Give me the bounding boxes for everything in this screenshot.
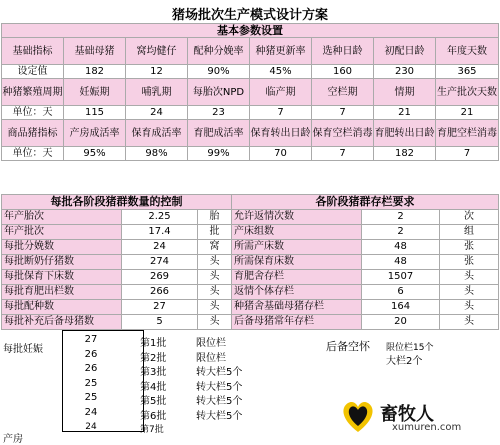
- right-row-label: 允许返情次数: [232, 210, 362, 225]
- left-section-header: 每批各阶段猪群数量的控制: [2, 195, 232, 210]
- right-row-value: 2: [362, 210, 440, 225]
- period-label-5: 空栏期: [312, 79, 374, 106]
- right-row-value: 48: [362, 240, 440, 255]
- logo-en: xumuren.com: [392, 422, 462, 433]
- left-row-value: 269: [122, 270, 198, 285]
- batch-name: 第6批: [140, 411, 167, 422]
- left-row-unit: 批: [198, 225, 232, 240]
- left-row-unit: 头: [198, 315, 232, 330]
- period-label-1: 妊娠期: [64, 79, 126, 106]
- right-row-label: 返情个体存栏: [232, 285, 362, 300]
- rate-value-4: 70: [250, 147, 312, 161]
- right-row-value: 6: [362, 285, 440, 300]
- batch-pen: 限位栏: [196, 352, 226, 364]
- right-row-unit: 头: [440, 300, 499, 315]
- right-row-unit: 头: [440, 315, 499, 330]
- rate-value-0: 单位：天: [2, 147, 64, 161]
- rate-value-1: 95%: [64, 147, 126, 161]
- section-row: [2, 300, 499, 315]
- batch-count: 24: [85, 421, 97, 432]
- period-value-7: 21: [436, 106, 499, 120]
- reserve-label: 后备空怀: [326, 340, 370, 353]
- batch-name: 第2批: [140, 352, 167, 364]
- section-row: [2, 270, 499, 285]
- right-row-unit: 张: [440, 255, 499, 270]
- right-row-label: 所需保育床数: [232, 255, 362, 270]
- left-row-unit: 头: [198, 285, 232, 300]
- period-value-1: 115: [64, 106, 126, 120]
- reserve-pens: 限位栏15个: [386, 343, 434, 353]
- logo-heart-icon: [338, 396, 378, 436]
- left-row-unit: 窝: [198, 240, 232, 255]
- left-row-label: 年产胎次: [2, 210, 122, 225]
- right-row-label: 产床组数: [232, 225, 362, 240]
- period-label-6: 情期: [374, 79, 436, 106]
- batch-count: 24: [84, 407, 98, 418]
- reserve-big-pens: 大栏2个: [386, 356, 423, 367]
- right-section-header: 各阶段猪群存栏要求: [232, 195, 499, 210]
- rate-value-5: 7: [312, 147, 374, 161]
- right-row-value: 2: [362, 225, 440, 240]
- section-row: [2, 285, 499, 300]
- rate-value-7: 7: [436, 147, 499, 161]
- basic-value-1: 182: [64, 65, 126, 79]
- period-value-4: 7: [250, 106, 312, 120]
- rate-label-7: 育肥空栏消毒: [436, 120, 499, 147]
- batch-pen: 转大栏5个: [196, 367, 243, 379]
- left-row-label: 每批补充后备母猪数: [2, 315, 122, 330]
- right-row-value: 48: [362, 255, 440, 270]
- rate-label-4: 保育转出日龄: [250, 120, 312, 147]
- period-value-6: 21: [374, 106, 436, 120]
- rate-value-6: 182: [374, 147, 436, 161]
- left-row-value: 5: [122, 315, 198, 330]
- period-value-5: 7: [312, 106, 374, 120]
- period-value-2: 24: [126, 106, 188, 120]
- left-row-label: 每批断奶仔猪数: [2, 255, 122, 270]
- basic-value-0: 设定值: [2, 65, 64, 79]
- basic-label-3: 配种分娩率: [188, 38, 250, 65]
- period-label-4: 临产期: [250, 79, 312, 106]
- basic-label-1: 基础母猪: [64, 38, 126, 65]
- batch-count: 26: [84, 348, 98, 360]
- rate-value-3: 99%: [188, 147, 250, 161]
- period-value-3: 23: [188, 106, 250, 120]
- section-row: [2, 225, 499, 240]
- batch-pen: 限位栏: [196, 338, 226, 349]
- left-row-label: 每批育肥出栏数: [2, 285, 122, 300]
- right-row-unit: 头: [440, 285, 499, 300]
- right-row-label: 育肥舍存栏: [232, 270, 362, 285]
- section-row: [2, 240, 499, 255]
- left-row-label: 每批配种数: [2, 300, 122, 315]
- basic-value-4: 45%: [250, 65, 312, 79]
- left-row-unit: 胎: [198, 210, 232, 225]
- right-row-value: 1507: [362, 270, 440, 285]
- left-row-unit: 头: [198, 255, 232, 270]
- document-title: 猪场批次生产模式设计方案: [171, 8, 328, 23]
- right-row-value: 20: [362, 315, 440, 330]
- left-row-value: 17.4: [122, 225, 198, 240]
- rate-label-2: 保育成活率: [126, 120, 188, 147]
- basic-label-7: 年度天数: [436, 38, 499, 65]
- batch-pen: 转大栏5个: [196, 396, 243, 408]
- right-row-unit: 头: [440, 270, 499, 285]
- rate-value-2: 98%: [126, 147, 188, 161]
- right-row-label: 种猪舍基础母猪存栏: [232, 300, 362, 315]
- basic-value-5: 160: [312, 65, 374, 79]
- left-row-value: 27: [122, 300, 198, 315]
- farrow-label: 产房: [3, 434, 23, 445]
- basic-header: 基本参数设置: [2, 24, 499, 38]
- period-label-3: 每胎次NPD: [188, 79, 250, 106]
- rate-label-6: 育肥转出日龄: [374, 120, 436, 147]
- right-row-value: 164: [362, 300, 440, 315]
- right-row-unit: 张: [440, 240, 499, 255]
- period-label-2: 哺乳期: [126, 79, 188, 106]
- rate-label-5: 保育空栏消毒: [312, 120, 374, 147]
- left-row-value: 266: [122, 285, 198, 300]
- pregnancy-label: 每批妊娠: [3, 344, 43, 355]
- left-row-label: 每批保育下床数: [2, 270, 122, 285]
- period-value-0: 单位：天: [2, 106, 64, 120]
- batch-pen: 转大栏5个: [196, 411, 243, 422]
- batch-count: 25: [84, 377, 98, 389]
- batch-count: 25: [84, 392, 98, 404]
- rate-label-0: 商品猪指标: [2, 120, 64, 147]
- basic-value-7: 365: [436, 65, 499, 79]
- batch-name: 第1批: [140, 338, 167, 349]
- batch-count: 27: [84, 334, 98, 345]
- section-row: [2, 210, 499, 225]
- left-row-value: 24: [122, 240, 198, 255]
- right-row-unit: 组: [440, 225, 499, 240]
- basic-value-3: 90%: [188, 65, 250, 79]
- basic-label-4: 种猪更新率: [250, 38, 312, 65]
- pregnancy-schedule: [0, 318, 500, 445]
- batch-name: 第3批: [140, 367, 167, 379]
- basic-label-6: 初配日龄: [374, 38, 436, 65]
- period-label-0: 种猪繁殖周期: [2, 79, 64, 106]
- batch-name: 第5批: [140, 396, 167, 408]
- basic-label-0: 基础指标: [2, 38, 64, 65]
- right-row-unit: 次: [440, 210, 499, 225]
- left-row-label: 每批分娩数: [2, 240, 122, 255]
- basic-label-2: 窝均健仔: [126, 38, 188, 65]
- period-label-7: 生产批次天数: [436, 79, 499, 106]
- left-row-unit: 头: [198, 300, 232, 315]
- left-row-value: 2.25: [122, 210, 198, 225]
- left-row-unit: 头: [198, 270, 232, 285]
- control-sections: [1, 194, 498, 330]
- left-row-value: 274: [122, 255, 198, 270]
- batch-name: 第4批: [140, 381, 167, 393]
- batch-count: 26: [84, 363, 98, 375]
- section-row: [2, 255, 499, 270]
- right-row-label: 所需产床数: [232, 240, 362, 255]
- batch-name: 第7批: [140, 424, 164, 435]
- basic-value-6: 230: [374, 65, 436, 79]
- basic-value-2: 12: [126, 65, 188, 79]
- basic-label-5: 选种日龄: [312, 38, 374, 65]
- rate-label-3: 育肥成活率: [188, 120, 250, 147]
- batch-pen: 转大栏5个: [196, 381, 243, 393]
- logo-cn: 畜牧人: [380, 404, 434, 425]
- right-row-label: 后备母猪常年存栏: [232, 315, 362, 330]
- left-row-label: 年产批次: [2, 225, 122, 240]
- basic-parameters-table: [1, 23, 499, 161]
- rate-label-1: 产房成活率: [64, 120, 126, 147]
